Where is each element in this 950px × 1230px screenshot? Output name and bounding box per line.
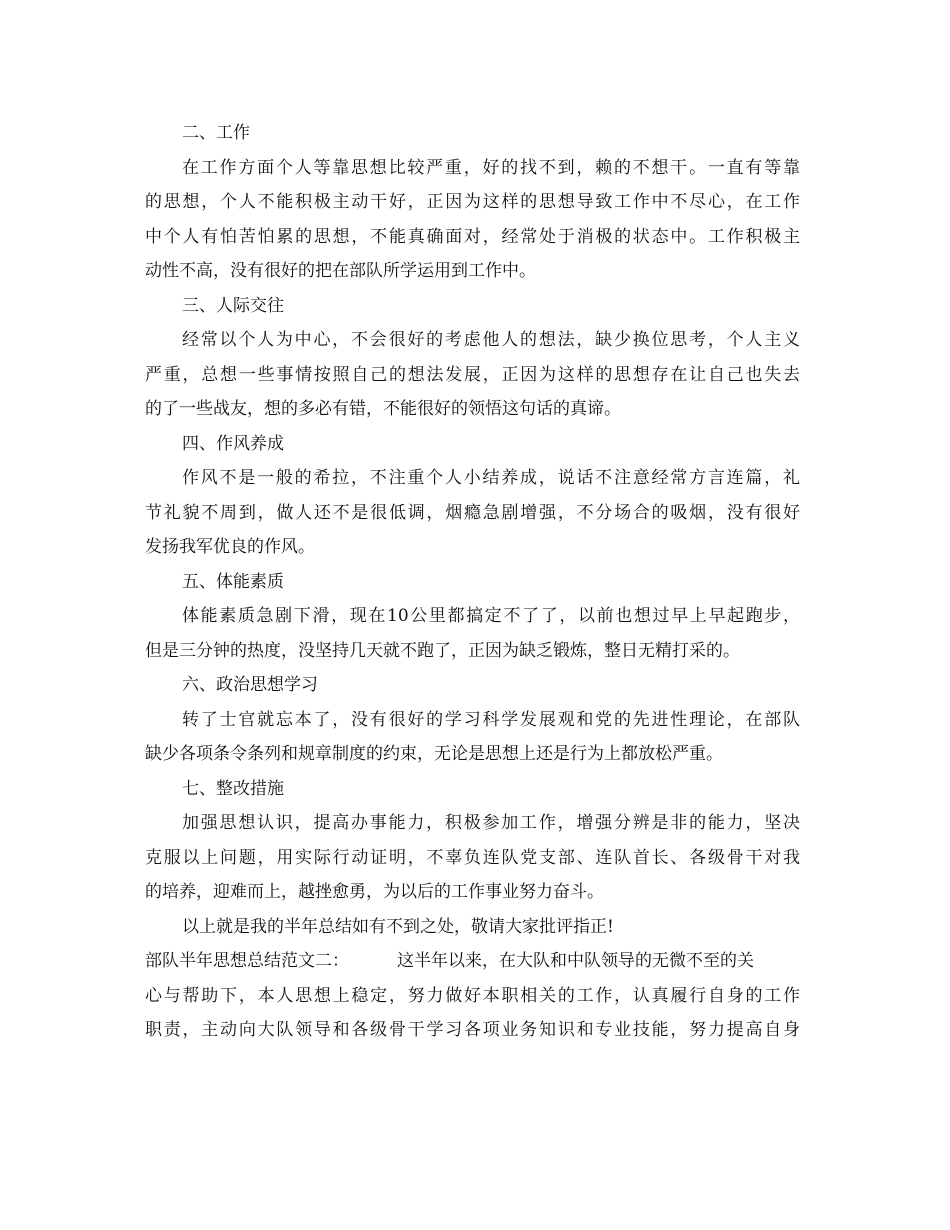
paragraph-line: 在工作方面个人等靠思想比较严重，好的找不到，赖的不想干。一直有等靠 <box>182 157 800 178</box>
paragraph-line: 中个人有怕苦怕累的思想，不能真确面对，经常处于消极的状态中。工作积极主 <box>145 226 800 247</box>
paragraph-line: 加强思想认识，提高办事能力，积极参加工作，增强分辨是非的能力，坚决 <box>182 813 800 833</box>
section-heading: 五、体能素质 <box>182 571 284 592</box>
document-page <box>145 116 800 1048</box>
paragraph-line: 动性不高，没有很好的把在部队所学运用到工作中。 <box>145 261 536 281</box>
paragraph-line: 但是三分钟的热度，没坚持几天就不跑了，正因为缺乏锻炼，整日无精打采的。 <box>145 640 740 661</box>
paragraph-line: 的思想，个人不能积极主动干好，正因为这样的思想导致工作中不尽心，在工作 <box>145 192 800 212</box>
section-heading: 六、政治思想学习 <box>182 675 318 695</box>
paragraph-line: 作风不是一般的希拉，不注重个人小结养成，说话不注意经常方言连篇，礼 <box>182 468 800 488</box>
section-paragraph <box>145 599 800 668</box>
paragraph-line: 缺少各项条令条列和规章制度的约束，无论是思想上还是行为上都放松严重。 <box>145 744 723 764</box>
paragraph-line: 严重，总想一些事情按照自己的想法发展，正因为这样的思想存在让自己也失去 <box>145 364 800 385</box>
paragraph-line: 体能素质急剧下滑，现在10公里都搞定不了了，以前也想过早上早起跑步， <box>182 606 800 626</box>
paragraph-line: 的培养，迎难而上，越挫愈勇，为以后的工作事业努力奋斗。 <box>145 882 604 902</box>
paragraph-line: 克服以上问题，用实际行动证明，不辜负连队党支部、连队首长、各级骨干对我 <box>145 847 800 868</box>
section-heading: 三、人际交往 <box>182 295 284 316</box>
section-paragraph <box>145 806 800 910</box>
section-heading: 二、工作 <box>182 123 250 143</box>
paragraph-line: 转了士官就忘本了，没有很好的学习科学发展观和党的先进性理论，在部队 <box>182 709 800 730</box>
paragraph-line: 发扬我军优良的作风。 <box>145 537 315 557</box>
paragraph-line: 心与帮助下，本人思想上稳定，努力做好本职相关的工作，认真履行自身的工作 <box>145 985 800 1006</box>
section-heading: 四、作风养成 <box>182 433 284 454</box>
paragraph-line: 经常以个人为中心，不会很好的考虑他人的想法，缺少换位思考，个人主义 <box>182 330 800 350</box>
paragraph-line: 职责，主动向大队领导和各级骨干学习各项业务知识和专业技能，努力提高自身 <box>145 1020 800 1040</box>
section-paragraph <box>145 703 800 772</box>
second-essay-first-line <box>145 944 800 979</box>
paragraph-line: 这半年以来，在大队和中队领导的无微不至的关 <box>397 951 754 971</box>
section-paragraph <box>145 461 800 565</box>
closing-line: 以上就是我的半年总结如有不到之处，敬请大家批评指正! <box>182 916 614 937</box>
second-essay-title: 部队半年思想总结范文二： <box>145 951 349 971</box>
section-heading: 七、整改措施 <box>182 778 284 799</box>
section-paragraph <box>145 323 800 427</box>
paragraph-line: 节礼貌不周到，做人还不是很低调，烟瘾急剧增强，不分场合的吸烟，没有很好 <box>145 502 800 523</box>
section-paragraph <box>145 151 800 289</box>
paragraph-line: 的了一些战友，想的多必有错，不能很好的领悟这句话的真谛。 <box>145 399 621 419</box>
